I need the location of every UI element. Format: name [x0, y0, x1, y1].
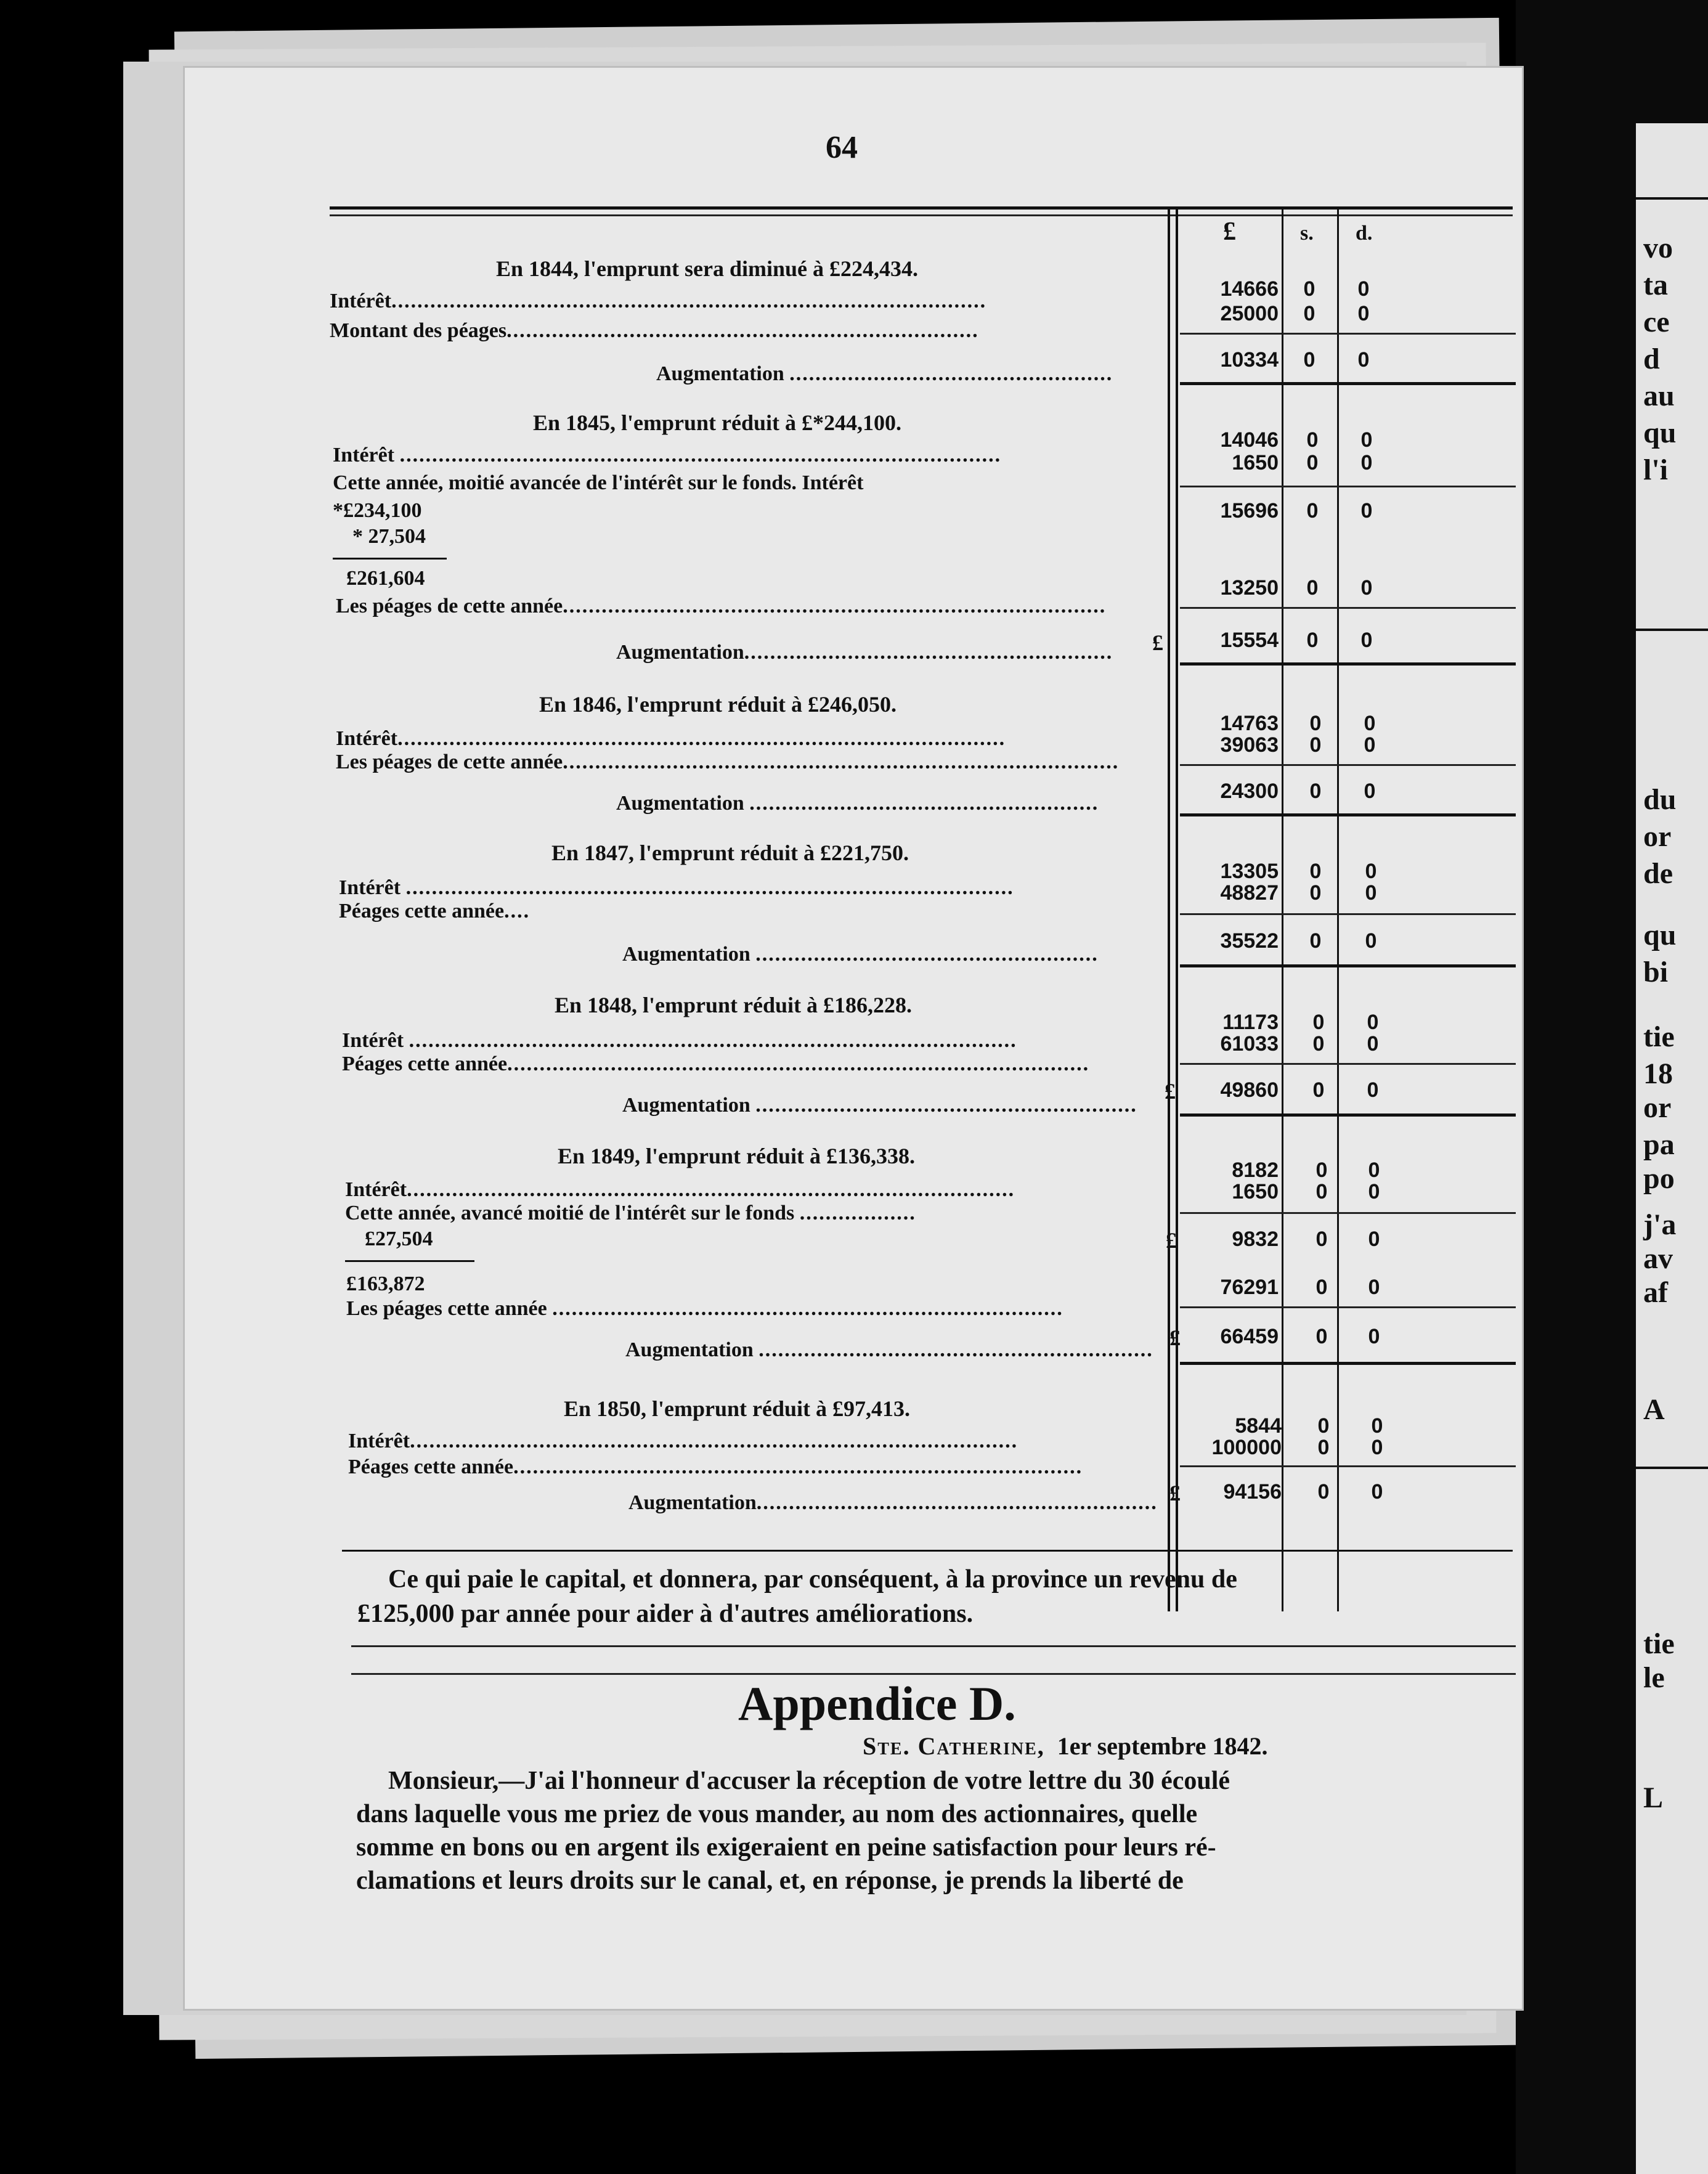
shillings-cell: 0	[1316, 1227, 1328, 1251]
pounds-cell: 14763	[1220, 712, 1279, 735]
section-heading: En 1845, l'emprunt réduit à £*244,100.	[533, 410, 902, 435]
pound-sign: £	[1169, 1481, 1181, 1505]
shillings-cell: 0	[1316, 1158, 1328, 1182]
pence-cell: 0	[1360, 629, 1373, 652]
pounds-cell: 9832	[1232, 1227, 1279, 1251]
pence-cell: 0	[1357, 348, 1370, 372]
sub-total: £163,872	[346, 1272, 425, 1295]
shillings-cell: 0	[1317, 1414, 1330, 1438]
fragment-text: ce	[1643, 306, 1670, 338]
fragment-text: l'i	[1643, 454, 1669, 486]
fragment-text: ta	[1643, 269, 1668, 301]
shillings-cell: 0	[1303, 277, 1316, 301]
shillings-cell: 0	[1306, 451, 1319, 474]
augmentation-value: 66459	[1220, 1325, 1279, 1348]
column-rule	[1337, 206, 1339, 1611]
pounds-cell: 1650	[1232, 1180, 1279, 1203]
fragment-text: vo	[1643, 232, 1673, 264]
pence-cell: 0	[1364, 712, 1376, 735]
pence-cell: 0	[1368, 1158, 1380, 1182]
section-rule	[1180, 382, 1516, 385]
shillings-cell: 0	[1303, 348, 1316, 372]
pounds-cell: 14666	[1220, 277, 1279, 301]
shillings-cell: 0	[1309, 733, 1322, 757]
augmentation-label: Augmentation..............................................................	[628, 1491, 1158, 1514]
shillings-cell: 0	[1312, 1032, 1325, 1056]
subtotal-rule	[1180, 913, 1516, 915]
pence-cell: 0	[1368, 1227, 1380, 1251]
document-page	[185, 68, 1522, 2009]
letter-dateline: Ste. Catherine, 1er septembre 1842.	[863, 1732, 1268, 1760]
fragment-text: qu	[1643, 919, 1677, 951]
shillings-cell: 0	[1309, 860, 1322, 883]
pence-cell: 0	[1357, 302, 1370, 325]
pounds-cell: 11173	[1222, 1011, 1279, 1034]
row-label: Intérêt ..............................................................................................	[339, 876, 1014, 899]
section-rule	[1180, 813, 1516, 816]
pounds-cell: 15696	[1220, 499, 1279, 523]
augmentation-value: 49860	[1220, 1078, 1279, 1102]
row-label: Les péages de cette année....................................................................................	[336, 595, 1107, 617]
subtotal-rule	[1180, 764, 1516, 766]
row-label: Intérêt .............................................................................................	[333, 444, 1002, 466]
fragment-text: j'a	[1643, 1208, 1677, 1241]
closing-line: £125,000 par année pour aider à d'autres améliorations.	[357, 1600, 974, 1628]
sub-amount: £27,504	[365, 1227, 433, 1250]
sub-total: £261,604	[346, 567, 425, 590]
top-rule	[330, 206, 1513, 210]
shillings-cell: 0	[1309, 712, 1322, 735]
row-label: Montant des péages.........................................................................	[330, 319, 979, 342]
letter-line: somme en bons ou en argent ils exigeraient en peine satisfaction pour leurs ré-	[356, 1833, 1216, 1862]
fragment-text: or	[1643, 1091, 1672, 1124]
pounds-cell: 14046	[1220, 428, 1279, 452]
augmentation-value: 24300	[1220, 780, 1279, 803]
row-label: Intérêt ..............................................................................................	[342, 1029, 1017, 1052]
top-rule-thin	[330, 214, 1513, 216]
sub-amount: * 27,504	[352, 525, 426, 548]
subtotal-rule	[1180, 333, 1516, 335]
pence-cell: 0	[1360, 499, 1373, 523]
shillings-cell: 0	[1316, 1325, 1328, 1348]
row-label: Péages cette année..........................................................................................	[342, 1052, 1090, 1075]
table-bottom-rule	[342, 1550, 1513, 1552]
augmentation-value: 15554	[1220, 629, 1279, 652]
augmentation-label: Augmentation.........................................................	[616, 641, 1113, 664]
fragment-text: tie	[1643, 1627, 1675, 1660]
section-rule	[1180, 1113, 1516, 1117]
fragment-text: du	[1643, 783, 1677, 816]
pounds-cell: 39063	[1220, 733, 1279, 757]
column-rule	[1176, 206, 1178, 1611]
subtotal-rule	[1180, 1212, 1516, 1214]
pence-cell: 0	[1368, 1325, 1380, 1348]
augmentation-label: Augmentation ...........................................................	[622, 1094, 1137, 1117]
fragment-text: au	[1643, 380, 1675, 412]
shillings-cell: 0	[1317, 1436, 1330, 1459]
shillings-cell: 0	[1309, 929, 1322, 953]
pounds-cell: 76291	[1220, 1276, 1279, 1299]
pence-cell: 0	[1365, 929, 1377, 953]
fragment-text: d	[1643, 343, 1660, 375]
col-header-pence: d.	[1356, 222, 1373, 245]
pence-cell: 0	[1367, 1078, 1379, 1102]
shillings-cell: 0	[1316, 1180, 1328, 1203]
pounds-cell: 100000	[1211, 1436, 1282, 1459]
pound-sign: £	[1152, 630, 1163, 655]
pence-cell: 0	[1367, 1011, 1379, 1034]
shillings-cell: 0	[1309, 881, 1322, 905]
adjacent-page-fragment	[1636, 123, 1708, 2174]
subtotal-rule	[1180, 1465, 1516, 1467]
fragment-text: or	[1643, 820, 1672, 853]
row-label: Cette année, avancé moitié de l'intérêt sur le fonds ..................	[345, 1202, 916, 1224]
shillings-cell: 0	[1312, 1078, 1325, 1102]
shillings-cell: 0	[1306, 428, 1319, 452]
col-header-pounds: £	[1223, 218, 1236, 246]
section-rule	[1180, 964, 1516, 967]
fragment-text: qu	[1643, 417, 1677, 449]
augmentation-value: 35522	[1220, 929, 1279, 953]
sum-underline	[333, 558, 447, 560]
section-heading: En 1849, l'emprunt réduit à £136,338.	[558, 1144, 916, 1168]
shillings-cell: 0	[1306, 576, 1319, 600]
pence-cell: 0	[1364, 780, 1376, 803]
pence-cell: 0	[1367, 1032, 1379, 1056]
letter-line: clamations et leurs droits sur le canal, et, en réponse, je prends la liberté de	[356, 1867, 1184, 1895]
row-label: Péages cette année....	[339, 900, 531, 922]
subtotal-rule	[1180, 1063, 1516, 1065]
pence-cell: 0	[1368, 1180, 1380, 1203]
pence-cell: 0	[1364, 733, 1376, 757]
pound-sign: £	[1166, 1228, 1177, 1253]
section-heading: En 1844, l'emprunt sera diminué à £224,434.	[496, 256, 919, 281]
pence-cell: 0	[1371, 1414, 1383, 1438]
fragment-text: le	[1643, 1661, 1665, 1694]
shillings-cell: 0	[1317, 1480, 1330, 1504]
pounds-cell: 61033	[1220, 1032, 1279, 1056]
section-rule	[1180, 1362, 1516, 1365]
section-heading: En 1847, l'emprunt réduit à £221,750.	[551, 841, 909, 865]
pence-cell: 0	[1360, 576, 1373, 600]
augmentation-label: Augmentation ......................................................	[616, 792, 1099, 815]
augmentation-label: Augmentation .............................................................	[625, 1338, 1153, 1361]
pounds-cell: 5844	[1235, 1414, 1282, 1438]
augmentation-label: Augmentation .....................................................	[622, 943, 1099, 966]
pence-cell: 0	[1368, 1276, 1380, 1299]
sub-amount: *£234,100	[333, 499, 422, 522]
page-number: 64	[826, 130, 858, 165]
sum-underline	[345, 1260, 474, 1262]
section-heading: En 1850, l'emprunt réduit à £97,413.	[564, 1396, 911, 1421]
shillings-cell: 0	[1306, 629, 1319, 652]
closing-line: Ce qui paie le capital, et donnera, par conséquent, à la province un revenu de	[388, 1565, 1237, 1594]
row-label: Les péages cette année ...............................................................................	[346, 1297, 1063, 1320]
pence-cell: 0	[1360, 428, 1373, 452]
fragment-text: A	[1643, 1393, 1665, 1426]
pounds-cell: 1650	[1232, 451, 1279, 474]
row-label: Cette année, moitié avancée de l'intérêt sur le fonds. Intérêt	[333, 471, 864, 494]
fragment-text: av	[1643, 1242, 1673, 1275]
letter-line: Monsieur,—J'ai l'honneur d'accuser la réception de votre lettre du 30 écoulé	[388, 1767, 1230, 1795]
fragment-text: tie	[1643, 1020, 1675, 1053]
column-rule	[1168, 206, 1170, 1611]
augmentation-value: 10334	[1220, 348, 1279, 372]
row-label: Intérêt..............................................................................................	[345, 1178, 1015, 1201]
pence-cell: 0	[1365, 860, 1377, 883]
appendix-title: Appendice D.	[738, 1677, 1016, 1730]
letter-line: dans laquelle vous me priez de vous mander, au nom des actionnaires, quelle	[356, 1800, 1198, 1828]
shillings-cell: 0	[1306, 499, 1319, 523]
fragment-text: L	[1643, 1781, 1664, 1814]
pence-cell: 0	[1360, 451, 1373, 474]
fragment-text: bi	[1643, 956, 1669, 988]
subtotal-rule	[1180, 607, 1516, 609]
row-label: Intérêt............................................................................................	[330, 290, 987, 312]
fragment-text: 18	[1643, 1057, 1673, 1090]
pound-sign: £	[1169, 1325, 1181, 1350]
section-rule	[1180, 662, 1516, 666]
shillings-cell: 0	[1316, 1276, 1328, 1299]
subtotal-rule	[1180, 486, 1516, 487]
row-label: Intérêt..............................................................................................	[336, 727, 1006, 750]
fragment-text: pa	[1643, 1128, 1675, 1161]
pence-cell: 0	[1371, 1436, 1383, 1459]
pounds-cell: 13305	[1220, 860, 1279, 883]
pence-cell: 0	[1357, 277, 1370, 301]
augmentation-label: Augmentation ..................................................	[656, 362, 1113, 385]
section-heading: En 1846, l'emprunt réduit à £246,050.	[539, 692, 897, 717]
fragment-text: po	[1643, 1162, 1675, 1195]
shillings-cell: 0	[1309, 780, 1322, 803]
row-label: Intérêt..............................................................................................	[348, 1430, 1019, 1452]
row-label: Les péages de cette année......................................................................................	[336, 751, 1120, 773]
fragment-text: af	[1643, 1276, 1668, 1309]
divider-rule	[351, 1673, 1516, 1675]
row-label: Péages cette année........................................................................................	[348, 1455, 1083, 1478]
fragment-text: de	[1643, 857, 1673, 890]
pence-cell: 0	[1365, 881, 1377, 905]
divider-rule	[351, 1645, 1516, 1647]
augmentation-value: 94156	[1223, 1480, 1282, 1504]
section-heading: En 1848, l'emprunt réduit à £186,228.	[555, 993, 913, 1017]
pounds-cell: 25000	[1220, 302, 1279, 325]
pound-sign: £	[1165, 1079, 1176, 1104]
pounds-cell: 8182	[1232, 1158, 1279, 1182]
pence-cell: 0	[1371, 1480, 1383, 1504]
pounds-cell: 48827	[1220, 881, 1279, 905]
col-header-shillings: s.	[1300, 222, 1314, 245]
shillings-cell: 0	[1312, 1011, 1325, 1034]
pounds-cell: 13250	[1220, 576, 1279, 600]
shillings-cell: 0	[1303, 302, 1316, 325]
column-rule	[1282, 206, 1283, 1611]
subtotal-rule	[1180, 1306, 1516, 1308]
